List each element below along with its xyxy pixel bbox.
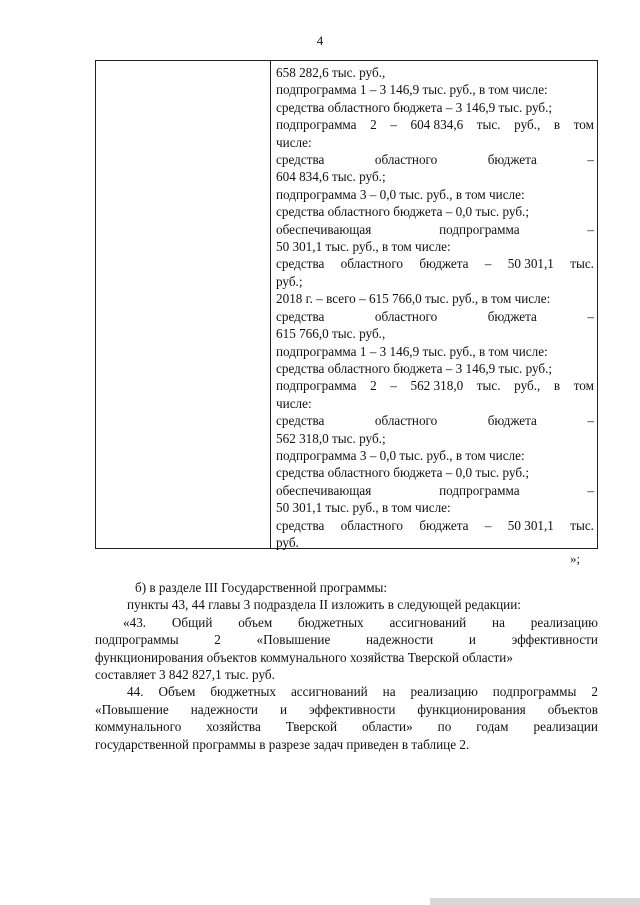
word: подпрограмма — [276, 378, 357, 394]
word: 44. — [127, 684, 144, 700]
table-cell-line: средства областного бюджета – 0,0 тыс. руб.; — [276, 204, 530, 220]
word: 50 301,1 — [507, 256, 554, 272]
item-b-heading: б) в разделе III Государственной программы: — [135, 580, 388, 595]
table-cell-line: числе: — [276, 134, 312, 150]
word: годам — [476, 719, 509, 735]
word: – — [587, 152, 594, 168]
funding-text-cell — [276, 64, 594, 551]
word: реализацию — [410, 684, 478, 700]
word: 2 — [370, 378, 377, 394]
table-cell-line — [276, 377, 594, 394]
word: – — [587, 482, 594, 498]
paragraph-43-line: составляет 3 842 827,1 тыс. руб. — [95, 667, 275, 683]
table-cell-line: 50 301,1 тыс. руб., в том числе: — [276, 500, 451, 516]
table-cell-line: средства областного бюджета – 3 146,9 тыс. руб.; — [276, 360, 553, 376]
word: 604 834,6 — [410, 117, 464, 133]
word: коммунального — [95, 719, 182, 735]
page-number: 4 — [316, 33, 324, 48]
word: и — [468, 632, 476, 648]
table-cell-line — [276, 151, 594, 168]
word: «Повышение — [256, 632, 331, 648]
word: обеспечивающая — [276, 482, 372, 498]
word: бюджета — [487, 413, 537, 429]
word: и — [279, 701, 288, 717]
word: по — [437, 719, 452, 735]
word: надежности — [190, 701, 258, 717]
word: Общий — [171, 614, 213, 630]
table-cell-line — [276, 517, 594, 534]
word: в — [553, 378, 561, 394]
word: подпрограмма — [276, 117, 357, 133]
word: бюджетных — [210, 684, 276, 700]
word: Тверской — [285, 719, 338, 735]
word: средства — [276, 413, 325, 429]
word: объектов — [547, 701, 598, 717]
word: 2 — [370, 117, 377, 133]
word: – — [587, 221, 594, 237]
table-cell-line: 50 301,1 тыс. руб., в том числе: — [276, 239, 451, 255]
word: функционирования — [417, 701, 526, 717]
table-cell-line — [276, 308, 594, 325]
table-cell-line: 2018 г. – всего – 615 766,0 тыс. руб., в том числе: — [276, 291, 551, 307]
word: средства — [276, 308, 325, 324]
word: областного — [374, 152, 438, 168]
word: – — [587, 413, 594, 429]
word: тыс. — [570, 256, 594, 272]
table-cell-line: подпрограмма 3 – 0,0 тыс. руб., в том числе: — [276, 186, 525, 202]
closing-quote-mark: »; — [570, 551, 581, 566]
paragraph-43-line — [95, 614, 598, 631]
paragraph-43-line: функционирования объектов коммунального хозяйства Тверской области» — [95, 649, 513, 665]
word: – — [390, 378, 397, 394]
word: тыс. — [570, 517, 594, 533]
word: – — [587, 308, 594, 324]
table-cell-line — [276, 221, 594, 238]
word: области» — [362, 719, 413, 735]
word: на — [492, 614, 505, 630]
table-cell-line: 604 834,6 тыс. руб.; — [276, 169, 386, 185]
word: реализацию — [530, 614, 598, 630]
word: средства — [276, 256, 325, 272]
word: том — [573, 117, 594, 133]
word: объем — [238, 614, 273, 630]
word: бюджета — [419, 517, 469, 533]
table-cell-line: руб. — [276, 534, 299, 550]
word: 562 318,0 — [410, 378, 464, 394]
word: «Повышение — [95, 701, 169, 717]
table-cell-line: 615 766,0 тыс. руб., — [276, 326, 386, 342]
word: бюджетных — [297, 614, 364, 630]
word: в — [553, 117, 561, 133]
word: областного — [340, 256, 404, 272]
table-cell-line: подпрограмма 1 – 3 146,9 тыс. руб., в том числе: — [276, 343, 548, 359]
word: Объем — [158, 684, 196, 700]
table-cell-line: средства областного бюджета – 3 146,9 тыс. руб.; — [276, 99, 553, 115]
word: – — [484, 517, 492, 533]
paragraph-43-line — [95, 631, 598, 648]
table-cell-line — [276, 255, 594, 272]
scan-edge-mark — [430, 898, 640, 905]
word: обеспечивающая — [276, 221, 372, 237]
table-cell-line: 562 318,0 тыс. руб.; — [276, 430, 386, 446]
paragraph-44-line — [95, 701, 598, 718]
word: – — [390, 117, 397, 133]
word: бюджета — [487, 308, 537, 324]
word: областного — [374, 413, 438, 429]
word: областного — [340, 517, 404, 533]
table-cell-line: подпрограмма 3 – 0,0 тыс. руб., в том числе: — [276, 447, 525, 463]
table-cell-line: числе: — [276, 395, 312, 411]
word: подпрограммы — [492, 684, 577, 700]
word: эффективности — [309, 701, 396, 717]
word: эффективности — [511, 632, 598, 648]
word: 2 — [214, 632, 221, 648]
word: руб., — [514, 117, 541, 133]
word: на — [382, 684, 396, 700]
table-cell-line — [276, 116, 594, 133]
word: 50 301,1 — [507, 517, 554, 533]
word: «43. — [123, 614, 147, 630]
table-column-divider — [270, 61, 271, 548]
word: реализации — [533, 719, 598, 735]
word: средства — [276, 517, 325, 533]
word: ассигнований — [389, 614, 467, 630]
paragraph-44-line — [95, 718, 598, 735]
word: подпрограммы — [95, 632, 179, 648]
word: тыс. — [476, 378, 501, 394]
table-cell-line: подпрограмма 1 – 3 146,9 тыс. руб., в том числе: — [276, 82, 548, 98]
word: подпрограмма — [439, 482, 520, 498]
word: руб., — [514, 378, 541, 394]
word: тыс. — [476, 117, 501, 133]
word: подпрограмма — [439, 221, 520, 237]
instruction-paragraph: пункты 43, 44 главы 3 подраздела II изложить в следующей редакции: — [127, 597, 521, 613]
word: – — [484, 256, 492, 272]
document-body — [95, 575, 598, 753]
word: том — [573, 378, 594, 394]
word: ассигнований — [290, 684, 368, 700]
program-funding-table — [95, 60, 598, 549]
word: 2 — [591, 684, 598, 700]
word: областного — [374, 308, 438, 324]
word: бюджета — [419, 256, 469, 272]
paragraph-44-line: государственной программы в разрезе задач приведен в таблице 2. — [95, 736, 470, 752]
table-cell-line: 658 282,6 тыс. руб., — [276, 65, 386, 80]
table-cell-line — [276, 482, 594, 499]
table-cell-line — [276, 412, 594, 429]
word: надежности — [365, 632, 434, 648]
word: бюджета — [487, 152, 537, 168]
table-cell-line: руб.; — [276, 273, 303, 289]
paragraph-44-line — [95, 683, 598, 700]
table-cell-line: средства областного бюджета – 0,0 тыс. руб.; — [276, 465, 530, 481]
word: хозяйства — [206, 719, 261, 735]
word: средства — [276, 152, 325, 168]
